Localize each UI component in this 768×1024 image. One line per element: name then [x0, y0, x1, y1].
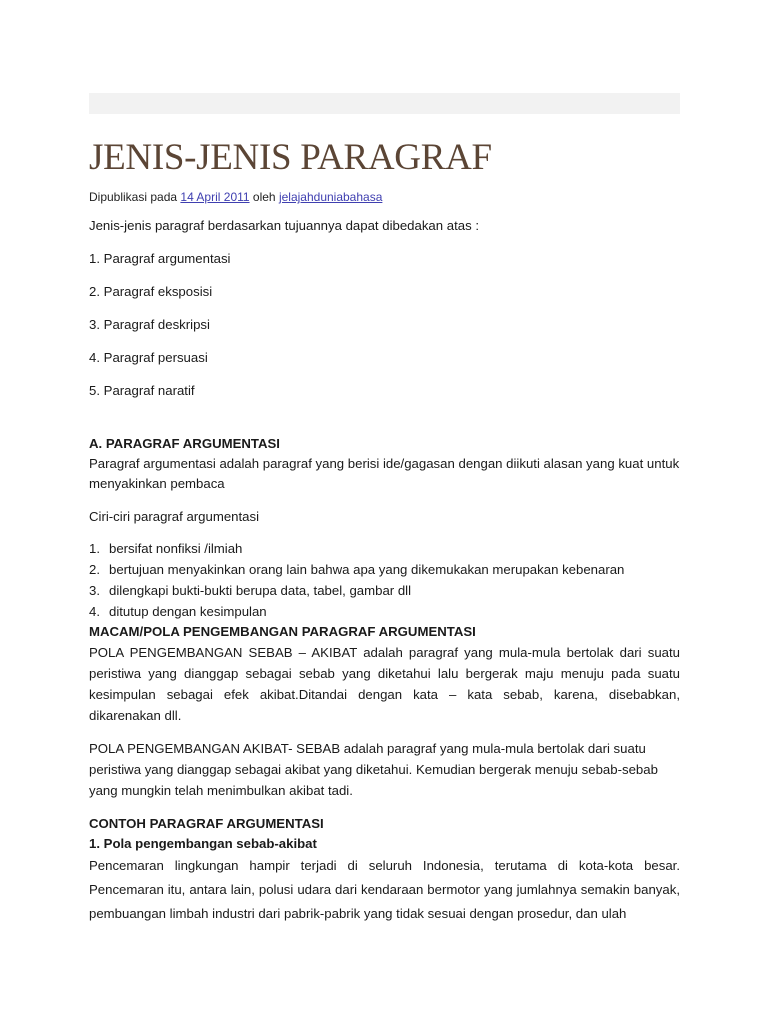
type-item: 3. Paragraf deskripsi [89, 317, 210, 332]
criteria-number: 2. [89, 562, 100, 577]
section-a-heading: A. PARAGRAF ARGUMENTASI [89, 436, 280, 451]
date-link[interactable]: 14 April 2011 [180, 190, 250, 204]
pola-sebab-akibat-text: POLA PENGEMBANGAN SEBAB – AKIBAT adalah paragraf yang mula-mula bertolak dari suatu peristiwa yang dianggap sebagai sebab yang diketahui lalu bergerak maju menuju pada suatu kesimpulan sebagai efek akibat.Ditandai dengan kata – kata sebab, karena, disebabkan, dikarenakan dll. [89, 645, 680, 723]
article [89, 93, 680, 926]
definition-text: Paragraf argumentasi adalah paragraf yang berisi ide/gagasan dengan diikuti alasan yang kuat untuk menyakinkan pembaca [89, 456, 680, 491]
intro-text: Jenis-jenis paragraf berdasarkan tujuannya dapat dibedakan atas : [89, 218, 480, 233]
criteria-item [89, 580, 680, 601]
criteria-item [89, 559, 680, 580]
page-title: JENIS-JENIS PARAGRAF [89, 137, 492, 178]
type-item: 2. Paragraf eksposisi [89, 284, 213, 299]
criteria-number: 1. [89, 541, 100, 556]
criteria-item [89, 601, 680, 622]
type-item: 5. Paragraf naratif [89, 383, 195, 398]
criteria-text: bersifat nonfiksi /ilmiah [109, 541, 243, 556]
criteria-label: Ciri-ciri paragraf argumentasi [89, 509, 260, 524]
criteria-number: 3. [89, 583, 100, 598]
meta-by: oleh [252, 190, 276, 204]
criteria-text: ditutup dengan kesimpulan [109, 604, 267, 619]
type-item: 4. Paragraf persuasi [89, 350, 208, 365]
criteria-text: bertujuan menyakinkan orang lain bahwa apa yang dikemukakan merupakan kebenaran [109, 562, 625, 577]
post-meta [89, 189, 680, 205]
type-item: 1. Paragraf argumentasi [89, 251, 231, 266]
criteria-text: dilengkapi bukti-bukti berupa data, tabel, gambar dll [109, 583, 412, 598]
criteria-number: 4. [89, 604, 100, 619]
contoh-subheading: 1. Pola pengembangan sebab-akibat [89, 836, 317, 851]
contoh-heading: CONTOH PARAGRAF ARGUMENTASI [89, 816, 324, 831]
pola-heading: MACAM/POLA PENGEMBANGAN PARAGRAF ARGUMENTASI [89, 624, 476, 639]
top-banner [89, 93, 680, 114]
criteria-item [89, 538, 680, 559]
contoh-text: Pencemaran lingkungan hampir terjadi di seluruh Indonesia, terutama di kota-kota besar. Pencemaran itu, antara lain, polusi udara dari kendaraan bermotor yang jumlahnya semakin banyak, pembuangan limbah industri dari pabrik-pabrik yang tidak sesuai dengan prosedur, dan ulah [89, 858, 680, 921]
criteria-list [89, 538, 680, 622]
pola-akibat-sebab-text: POLA PENGEMBANGAN AKIBAT- SEBAB adalah paragraf yang mula-mula bertolak dari suatu peristiwa yang dianggap sebagai akibat yang diketahui. Kemudian bergerak menuju sebab-sebab yang mungkin telah menimbulkan akibat tadi. [89, 741, 658, 798]
author-link[interactable]: jelajahduniabahasa [278, 190, 383, 204]
meta-prefix: Dipublikasi pada [89, 190, 178, 204]
